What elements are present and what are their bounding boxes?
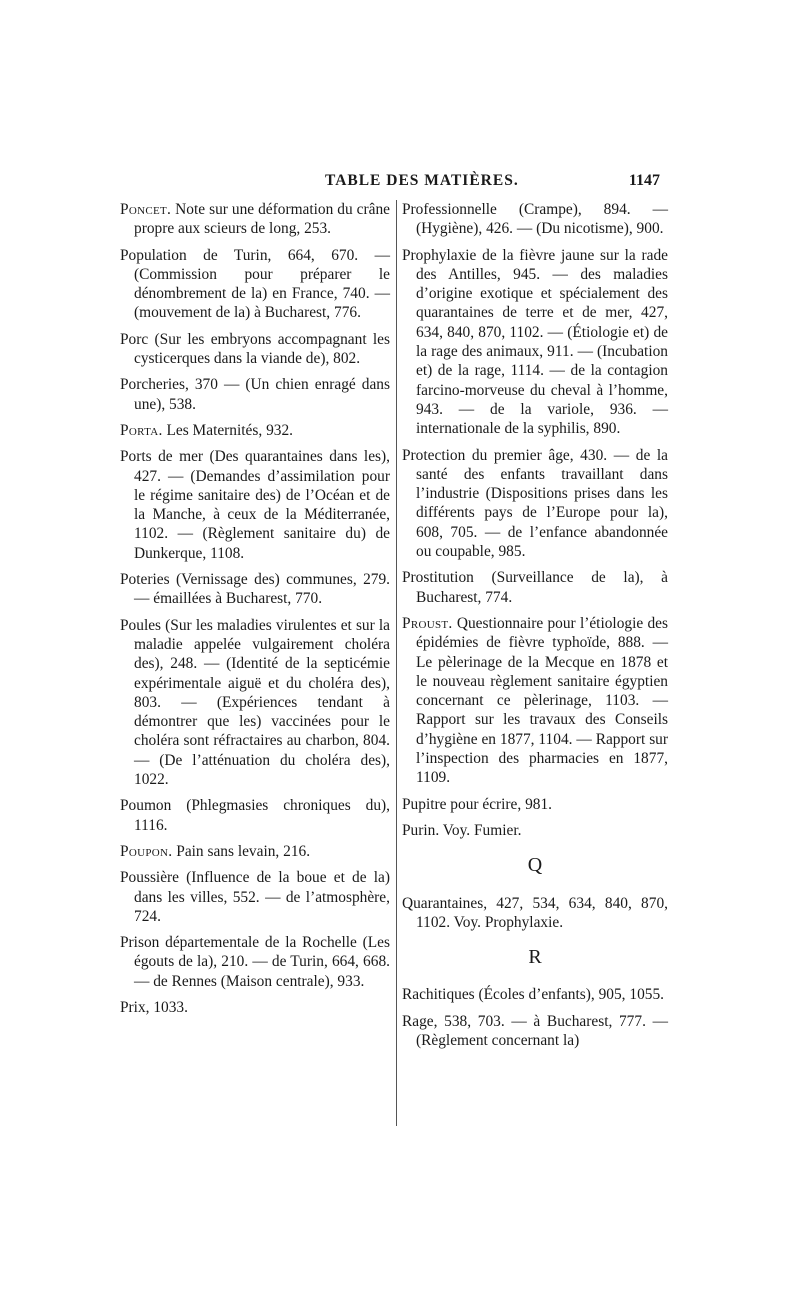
entry-text: Professionnelle (Crampe), 894. — (Hygiène), 426. — (Du nicotisme), 900. <box>402 201 668 238</box>
entry-text: Ports de mer (Des quarantaines dans les), 427. — (Demandes d’assimilation pour le régime sanitaire des) de l’Océan et de la Manche, à ceux de la Méditerranée, 1102. — (Règlement sanitaire du) de Dunkerque, 1108. <box>120 448 390 562</box>
index-entry <box>120 447 390 563</box>
left-column <box>120 200 390 1024</box>
entry-text: Purin. Voy. Fumier. <box>402 821 522 839</box>
index-entry <box>402 821 668 840</box>
index-entry <box>402 985 668 1004</box>
entry-text: Note sur une déformation du crâne propre aux scieurs de long, 253. <box>134 201 390 238</box>
entry-text: Pain sans levain, 216. <box>176 842 311 860</box>
entry-text: Prophylaxie de la fièvre jaune sur la rade des Antilles, 945. — des maladies d’origine exotique et spécialement des quarantaines de terre et de mer, 427, 634, 840, 870, 1102. — (Étiologie et) de la rage des animaux, 911. — (Incubation et) de la rage, 1114. — de la contagion farcino-morveuse du cheval à l’homme, 943. — de la variole, 936. — internationale de la syphilis, 890. <box>402 246 668 438</box>
index-entry <box>120 246 390 323</box>
author-name: Porta. <box>120 421 163 439</box>
entry-text: Rage, 538, 703. — à Bucharest, 777. — (Règlement concernant la) <box>402 1012 668 1049</box>
index-entry <box>120 842 390 861</box>
entries-q <box>402 894 668 933</box>
entry-text: Poussière (Influence de la boue et de la) dans les villes, 552. — de l’atmosphère, 724. <box>120 869 390 925</box>
entries-r <box>402 985 668 1050</box>
entry-text: Porc (Sur les embryons accompagnant les cysticerques dans la viande de), 802. <box>120 330 390 368</box>
index-entry <box>120 998 390 1017</box>
entry-text: Poumon (Phlegmasies chroniques du), 1116. <box>120 797 390 834</box>
entry-text: Population de Turin, 664, 670. — (Commission pour préparer le dénombrement de la) en France, 740. — (mouvement de la) à Bucharest, 776. <box>120 246 390 322</box>
index-entry <box>120 330 390 369</box>
entry-text: Rachitiques (Écoles d’enfants), 905, 1055. <box>402 986 665 1004</box>
index-entry <box>402 614 668 788</box>
entry-text: Prix, 1033. <box>120 998 188 1016</box>
author-name: Proust. <box>402 614 453 632</box>
entry-text: Prostitution (Surveillance de la), à Bucharest, 774. <box>402 569 668 606</box>
section-letter-q: Q <box>527 854 543 877</box>
entry-text: Protection du premier âge, 430. — de la santé des enfants travaillant dans l’industrie (Dispositions prises dans les différents pays de l’Europe pour la), 608, 705. — de l’enfance abandonnée ou coupable, 985. <box>402 446 668 561</box>
page-number: 1147 <box>628 172 660 189</box>
index-entry <box>120 421 390 440</box>
index-entry <box>402 568 668 607</box>
entries-p <box>402 200 668 840</box>
entry-text: Pupitre pour écrire, 981. <box>402 795 553 813</box>
index-entry <box>402 795 668 814</box>
index-entry <box>120 796 390 835</box>
entry-text: Prison départementale de la Rochelle (Les égouts de la), 210. — de Turin, 664, 668. — de Rennes (Maison centrale), 933. <box>120 934 390 990</box>
page-header <box>120 172 660 196</box>
index-entry <box>120 375 390 414</box>
index-entry <box>402 200 668 239</box>
column-divider <box>396 200 397 1126</box>
index-entry <box>402 1012 668 1051</box>
entry-text: Quarantaines, 427, 534, 634, 840, 870, 1102. Voy. Prophylaxie. <box>402 894 668 931</box>
entry-text: Questionnaire pour l’étiologie des épidémies de fièvre typhoïde, 888. — Le pèlerinage de la Mecque en 1878 et le nouveau règlement sanitaire égyptien concernant ce pèlerinage, 1103. — Rapport sur les travaux des Conseils d’hygiène en 1877, 1104. — Rapport sur l’inspection des pharmacies en 1877, 1109. <box>416 614 668 787</box>
entry-text: Poteries (Vernissage des) communes, 279. — émaillées à Bucharest, 770. <box>120 571 390 608</box>
right-column <box>402 200 668 1057</box>
index-entry <box>120 616 390 790</box>
entry-text: Poules (Sur les maladies virulentes et sur la maladie appelée vulgairement choléra des), 248. — (Identité de la septicémie expérimentale aiguë et du choléra des), 803. — (Expériences tendant à démontrer que les) vaccinées pour le choléra sont réfractaires au charbon, 804. — (De l’atténuation du choléra des), 1022. <box>120 616 390 789</box>
author-name: Poupon. <box>120 842 173 860</box>
entry-text: Les Maternités, 932. <box>166 421 293 439</box>
index-entry <box>120 868 390 926</box>
index-entry <box>120 933 390 991</box>
index-entry <box>120 200 390 239</box>
index-entry <box>120 570 390 609</box>
index-entry <box>402 894 668 933</box>
index-entry <box>402 246 668 439</box>
index-entry <box>402 446 668 562</box>
section-letter-r: R <box>528 946 542 969</box>
author-name: Poncet. <box>120 201 172 218</box>
running-title: TABLE DES MATIÈRES. <box>325 172 519 189</box>
entry-text: Porcheries, 370 — (Un chien enragé dans une), 538. <box>120 376 390 413</box>
